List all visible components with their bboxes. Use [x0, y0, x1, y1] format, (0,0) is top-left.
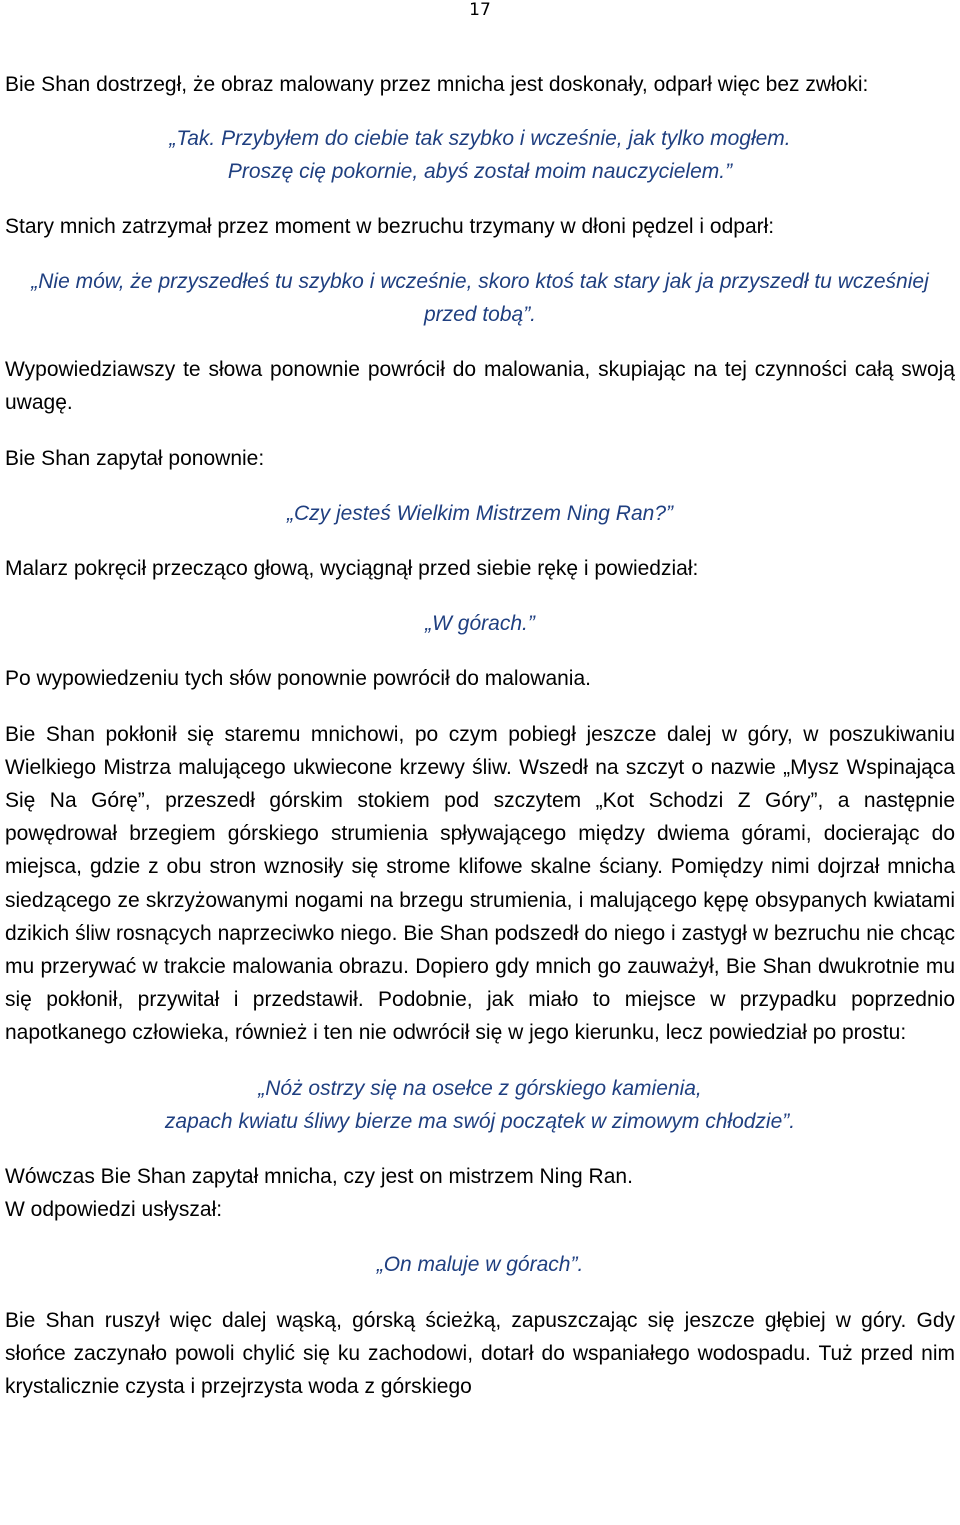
page-number: 17	[469, 0, 491, 20]
narrative-paragraph: W odpowiedzi usłyszał:	[5, 1198, 223, 1222]
narrative-paragraph: Po wypowiedzeniu tych słów ponownie powrócił do malowania.	[5, 667, 591, 691]
narrative-paragraph: Stary mnich zatrzymał przez moment w bezruchu trzymany w dłoni pędzel i odparł:	[5, 214, 775, 238]
narrative-paragraph: Wypowiedziawszy te słowa ponownie powrócił do malowania, skupiając na tej czynności całą swoją uwagę.	[5, 358, 955, 415]
narrative-paragraph: Bie Shan zapytał ponownie:	[5, 446, 265, 470]
dialogue-quote-line: „Nóż ostrzy się na osełce z górskiego kamienia,	[258, 1076, 702, 1100]
dialogue-quote: „Nie mów, że przyszedłeś tu szybko i wcześnie, skoro ktoś tak stary jak ja przyszedł tu wcześniej przed tobą”.	[31, 269, 929, 327]
narrative-paragraph: Bie Shan pokłonił się staremu mnichowi, po czym pobiegł jeszcze dalej w góry, w poszukiwaniu Wielkiego Mistrza malującego ukwiecone krzewy śliw. Wszedł na szczyt o nazwie „Mysz Wspinająca Się Na Górę”, przeszedł górskim stokiem pod szczytem „Kot Schodzi Z Góry”, a następnie powędrował brzegiem górskiego strumienia spływającego między dwiema górami, docierając do miejsca, gdzie z obu stron wznosiły się strome klifowe skalne ściany. Pomiędzy nimi dojrzał mnicha siedzącego ze skrzyżowanymi nogami na brzegu strumienia, i malującego kępę obsypanych kwiatami dzikich śliw rosnących naprzeciwko niego. Bie Shan podszedł do niego i zastygł w bezruchu nie chcąc mu przerywać w trakcie malowania obrazu. Dopiero gdy mnich go zauważył, Bie Shan dwukrotnie mu się pokłonił, przywitał i przedstawił. Podobnie, jak miało to miejsce w przypadku poprzednio napotkanego człowieka, również i ten nie odwrócił się w jego kierunku, lecz powiedział po prostu:	[5, 722, 955, 1045]
narrative-paragraph: Malarz pokręcił przecząco głową, wyciągnął przed siebie rękę i powiedział:	[5, 557, 699, 581]
dialogue-quote: „W górach.”	[425, 612, 535, 636]
dialogue-quote: „On maluje w górach”.	[376, 1253, 584, 1277]
narrative-paragraph: Bie Shan dostrzegł, że obraz malowany przez mnicha jest doskonały, odparł więc bez zwłoki:	[5, 73, 869, 96]
page-body	[5, 68, 955, 1403]
dialogue-quote-line: „Tak. Przybyłem do ciebie tak szybko i wcześnie, jak tylko mogłem.	[169, 127, 791, 151]
narrative-paragraph: Bie Shan ruszył więc dalej wąską, górską ścieżką, zapuszczając się jeszcze głębiej w góry. Gdy słońce zaczynało powoli chylić się ku zachodowi, dotarł do wspaniałego wodospadu. Tuż przed nim krystalicznie czysta i przejrzysta woda z górskiego	[5, 1308, 955, 1399]
dialogue-quote-line: zapach kwiatu śliwy bierze ma swój początek w zimowym chłodzie”.	[164, 1109, 796, 1133]
narrative-paragraph: Wówczas Bie Shan zapytał mnicha, czy jest on mistrzem Ning Ran.	[5, 1165, 633, 1189]
dialogue-quote-line: Proszę cię pokornie, abyś został moim nauczycielem.”	[227, 160, 733, 184]
dialogue-quote: „Czy jesteś Wielkim Mistrzem Ning Ran?”	[286, 501, 674, 525]
